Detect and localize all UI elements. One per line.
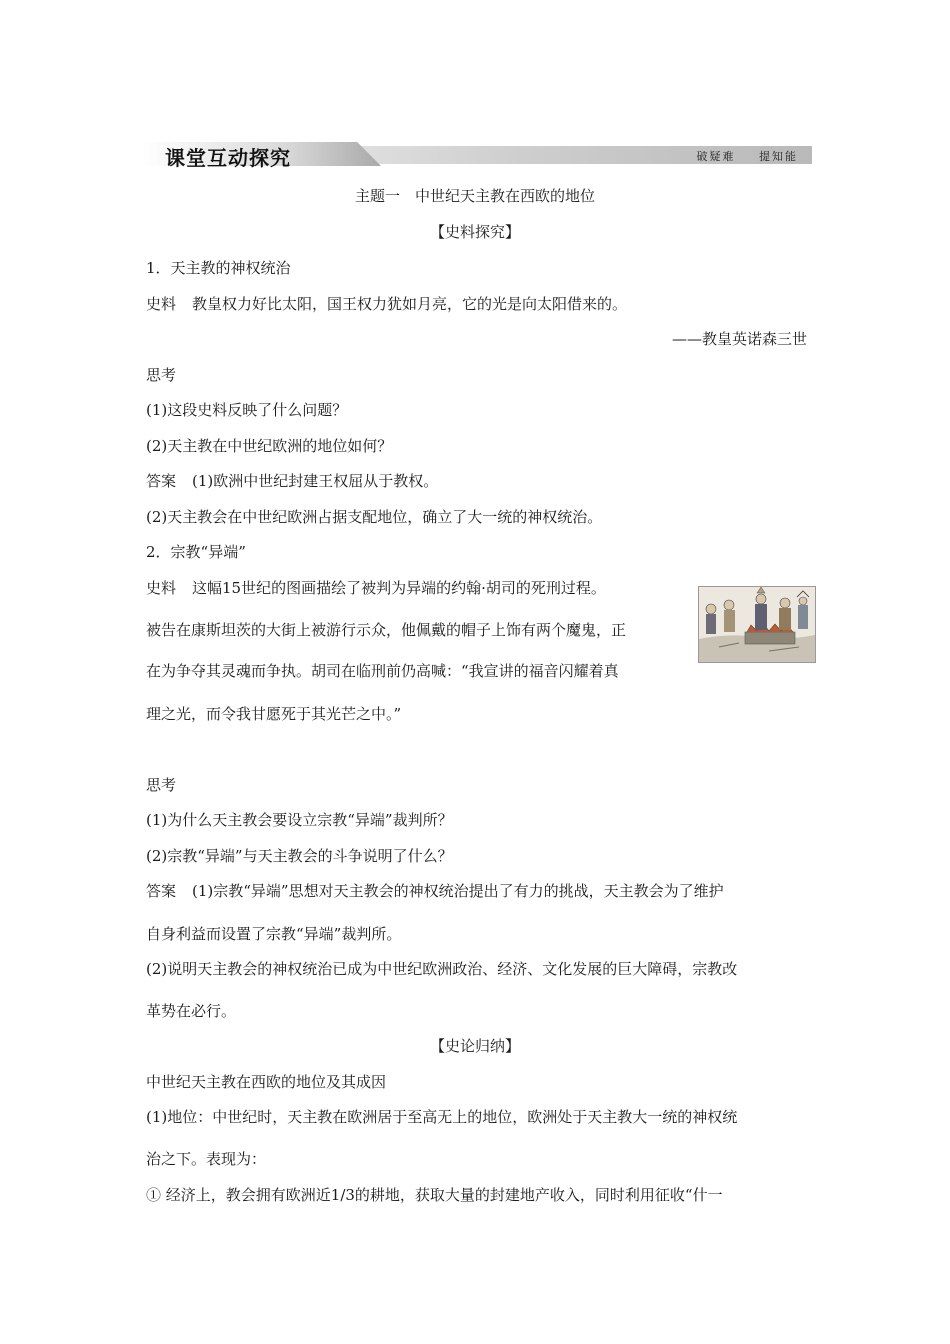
section-header-summary: 【史论归纳】 — [429, 1037, 520, 1055]
item2-source-line-3: 在为争夺其灵魂而争执。胡司在临刑前仍高喊：“我宣讲的福音闪耀着真 — [146, 662, 619, 680]
answer-text: (1)宗教“异端”思想对天主教会的神权统治提出了有力的挑战，天主教会为了维护 — [192, 882, 724, 900]
summary-point-1-line-1: (1)地位：中世纪时，天主教在欧洲居于至高无上的地位，欧洲处于天主教大一统的神权统 — [146, 1108, 738, 1126]
banner-title: 课堂互动探究 — [165, 146, 291, 170]
source-text: 教皇权力好比太阳，国王权力犹如月亮，它的光是向太阳借来的。 — [192, 295, 628, 313]
item1-think-label: 思考 — [146, 366, 177, 384]
source-text: 这幅15世纪的图画描绘了被判为异端的约翰·胡司的死刑过程。 — [192, 579, 606, 597]
item2-answer-2-line-1: (2)说明天主教会的神权统治已成为中世纪欧洲政治、经济、文化发展的巨大障碍，宗教改 — [146, 960, 738, 978]
answer-label: 答案 — [146, 472, 177, 490]
summary-title: 中世纪天主教在西欧的地位及其成因 — [146, 1073, 387, 1091]
item2-answer-1-line-1 — [146, 881, 724, 901]
banner-subtitle-right: 提知能 — [759, 150, 798, 163]
illustration-drawing — [699, 587, 815, 662]
item2-think-label: 思考 — [146, 776, 177, 794]
item2-source-line-2: 被告在康斯坦茨的大街上被游行示众，他佩戴的帽子上饰有两个魔鬼，正 — [146, 621, 627, 639]
section-banner — [143, 142, 812, 170]
banner-subtitle — [679, 148, 799, 164]
item1-answer-1 — [146, 471, 438, 491]
item2-answer-1-line-2: 自身利益而设置了宗教“异端”裁判所。 — [146, 925, 402, 943]
section-header-source-inquiry: 【史料探究】 — [429, 223, 520, 241]
banner-subtitle-left: 破疑难 — [696, 150, 736, 163]
item2-question-2: (2)宗教“异端”与天主教会的斗争说明了什么？ — [146, 847, 453, 865]
item2-question-1: (1)为什么天主教会要设立宗教“异端”裁判所？ — [146, 811, 453, 829]
answer-text: (1)欧洲中世纪封建王权屈从于教权。 — [192, 472, 439, 490]
item1-source — [146, 294, 627, 314]
answer-label: 答案 — [146, 882, 177, 900]
item2-source-line-4: 理之光，而令我甘愿死于其光芒之中。” — [146, 705, 402, 723]
item1-answer-2: (2)天主教会在中世纪欧洲占据支配地位，确立了大一统的神权统治。 — [146, 508, 603, 526]
topic-title: 主题一 中世纪天主教在西欧的地位 — [354, 187, 595, 205]
item2-heading: 2．宗教“异端” — [146, 543, 246, 561]
item1-question-1: (1)这段史料反映了什么问题？ — [146, 401, 348, 419]
hus-execution-illustration — [698, 586, 816, 663]
source-label: 史料 — [146, 295, 177, 313]
item1-question-2: (2)天主教在中世纪欧洲的地位如何？ — [146, 437, 393, 455]
item1-attribution: ——教皇英诺森三世 — [671, 330, 807, 348]
summary-point-1-line-2: 治之下。表现为： — [146, 1150, 267, 1168]
item1-heading: 1．天主教的神权统治 — [146, 259, 291, 277]
summary-point-2-line-1: ① 经济上，教会拥有欧洲近1/3的耕地，获取大量的封建地产收入，同时利用征收“什一 — [146, 1186, 723, 1204]
item2-answer-2-line-2: 革势在必行。 — [146, 1002, 237, 1020]
source-label: 史料 — [146, 579, 177, 597]
item2-source-line-1 — [146, 578, 606, 598]
